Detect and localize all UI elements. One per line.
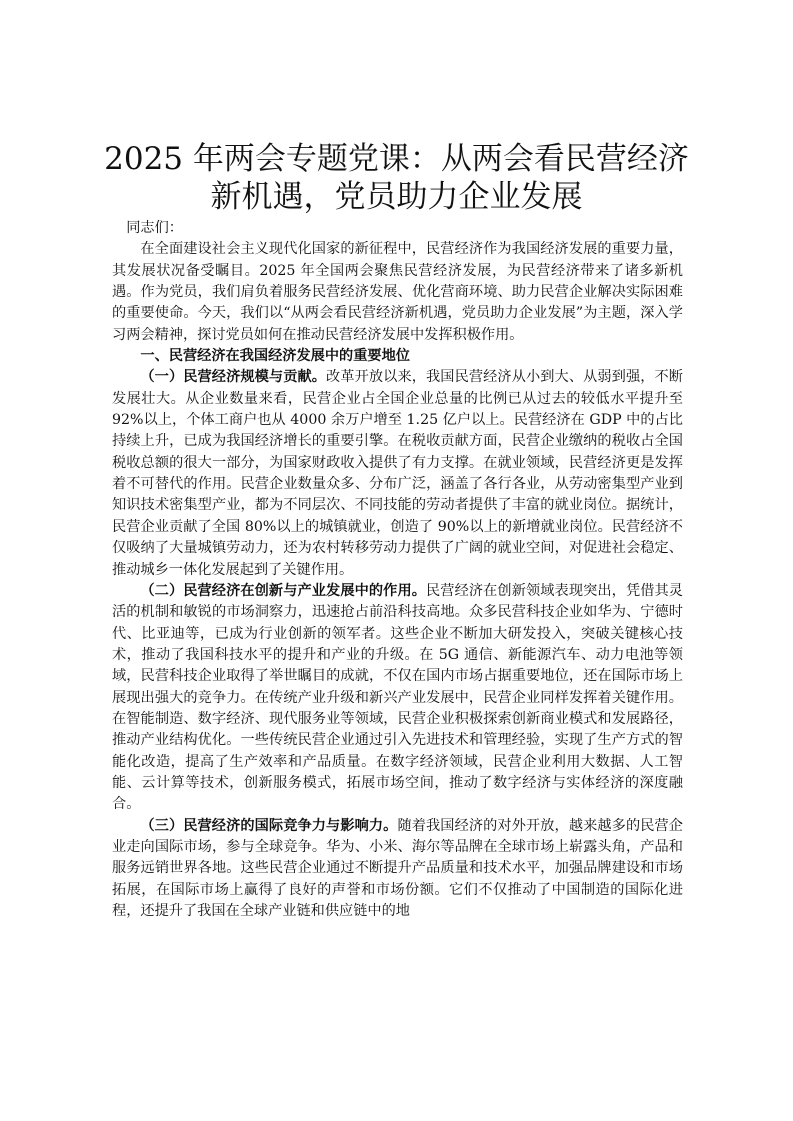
paragraph-scale-contribution xyxy=(112,367,683,580)
greeting: 同志们： xyxy=(126,220,183,236)
document-title: 2025 年两会专题党课：从两会看民营经济新机遇，党员助力企业发展 xyxy=(104,141,689,215)
document-body xyxy=(112,218,683,922)
intro-paragraph: 在全面建设社会主义现代化国家的新征程中，民营经济作为我国经济发展的重要力量，其发展状况备受瞩目。2025 年全国两会聚焦民营经济发展，为民营经济带来了诸多新机遇。作为党员，我们肩负着服务民营经济发展、优化营商环境、助力民营企业解决实际困难的重要使命。今天，我们以“从两会看民营经济新机遇，党员助力企业发展”为主题，深入学习两会精神，探讨党员如何在推动民营经济发展中发挥积极作用。 xyxy=(112,241,683,343)
paragraph-international xyxy=(112,816,683,923)
paragraph-text: 民营经济在创新领域表现突出，凭借其灵活的机制和敏锐的市场洞察力，迅速抢占前沿科技高地。众多民营科技企业如华为、宁德时代、比亚迪等，已成为行业创新的领军者。这些企业不断加大研发投入，突破关键核心技术，推动了我国科技水平的提升和产业的升级。在 5G 通信、新能源汽车、动力电池等领域，民营科技企业取得了举世瞩目的成就，不仅在国内市场占据重要地位，还在国际市场上展现出强大的竞争力。在传统产业升级和新兴产业发展中，民营企业同样发挥着关键作用。在智能制造、数字经济、现代服务业等领域，民营企业积极探索创新商业模式和发展路径，推动产业结构优化。一些传统民营企业通过引入先进技术和管理经验，实现了生产方式的智能化改造，提高了生产效率和产品质量。在数字经济领域，民营企业利用大数据、人工智能、云计算等技术，创新服务模式，拓展市场空间，推动了数字经济与实体经济的深度融合。 xyxy=(112,582,683,813)
paragraph-lead: （一）民营经济规模与贡献。 xyxy=(140,369,327,386)
paragraph-text: 随着我国经济的对外开放，越来越多的民营企业走向国际市场，参与全球竞争。华为、小米、海尔等品牌在全球市场上崭露头角，产品和服务远销世界各地。这些民营企业通过不断提升产品质量和技术水平，加强品牌建设和市场拓展，在国际市场上赢得了良好的声誉和市场份额。它们不仅推动了中国制造的国际化进程，还提升了我国在全球产业链和供应链中的地 xyxy=(112,817,683,919)
section-heading: 一、民营经济在我国经济发展中的重要地位 xyxy=(140,348,410,365)
paragraph-lead: （三）民营经济的国际竞争力与影响力。 xyxy=(140,817,398,834)
paragraph-innovation xyxy=(112,581,683,816)
paragraph-lead: （二）民营经济在创新与产业发展中的作用。 xyxy=(140,582,427,599)
paragraph-text: 改革开放以来，我国民营经济从小到大、从弱到强，不断发展壮大。从企业数量来看，民营企业占全国企业总量的比例已从过去的较低水平提升至 92%以上，个体工商户也从 4000 余万户增至 1.25 亿户以上。民营经济在 GDP 中的占比持续上升，已成为我国经济增长的重要引擎。在税收贡献方面，民营企业缴纳的税收占全国税收总额的很大一部分，为国家财政收入提供了有力支撑。在就业领域，民营经济更是发挥着不可替代的作用。民营企业数量众多、分布广泛，涵盖了各行各业，从劳动密集型产业到知识技术密集型产业，都为不同层次、不同技能的劳动者提供了丰富的就业岗位。据统计，民营企业贡献了全国 80%以上的城镇就业，创造了 90%以上的新增就业岗位。民营经济不仅吸纳了大量城镇劳动力，还为农村转移劳动力提供了广阔的就业空间，对促进社会稳定、推动城乡一体化发展起到了关键作用。 xyxy=(112,369,683,578)
